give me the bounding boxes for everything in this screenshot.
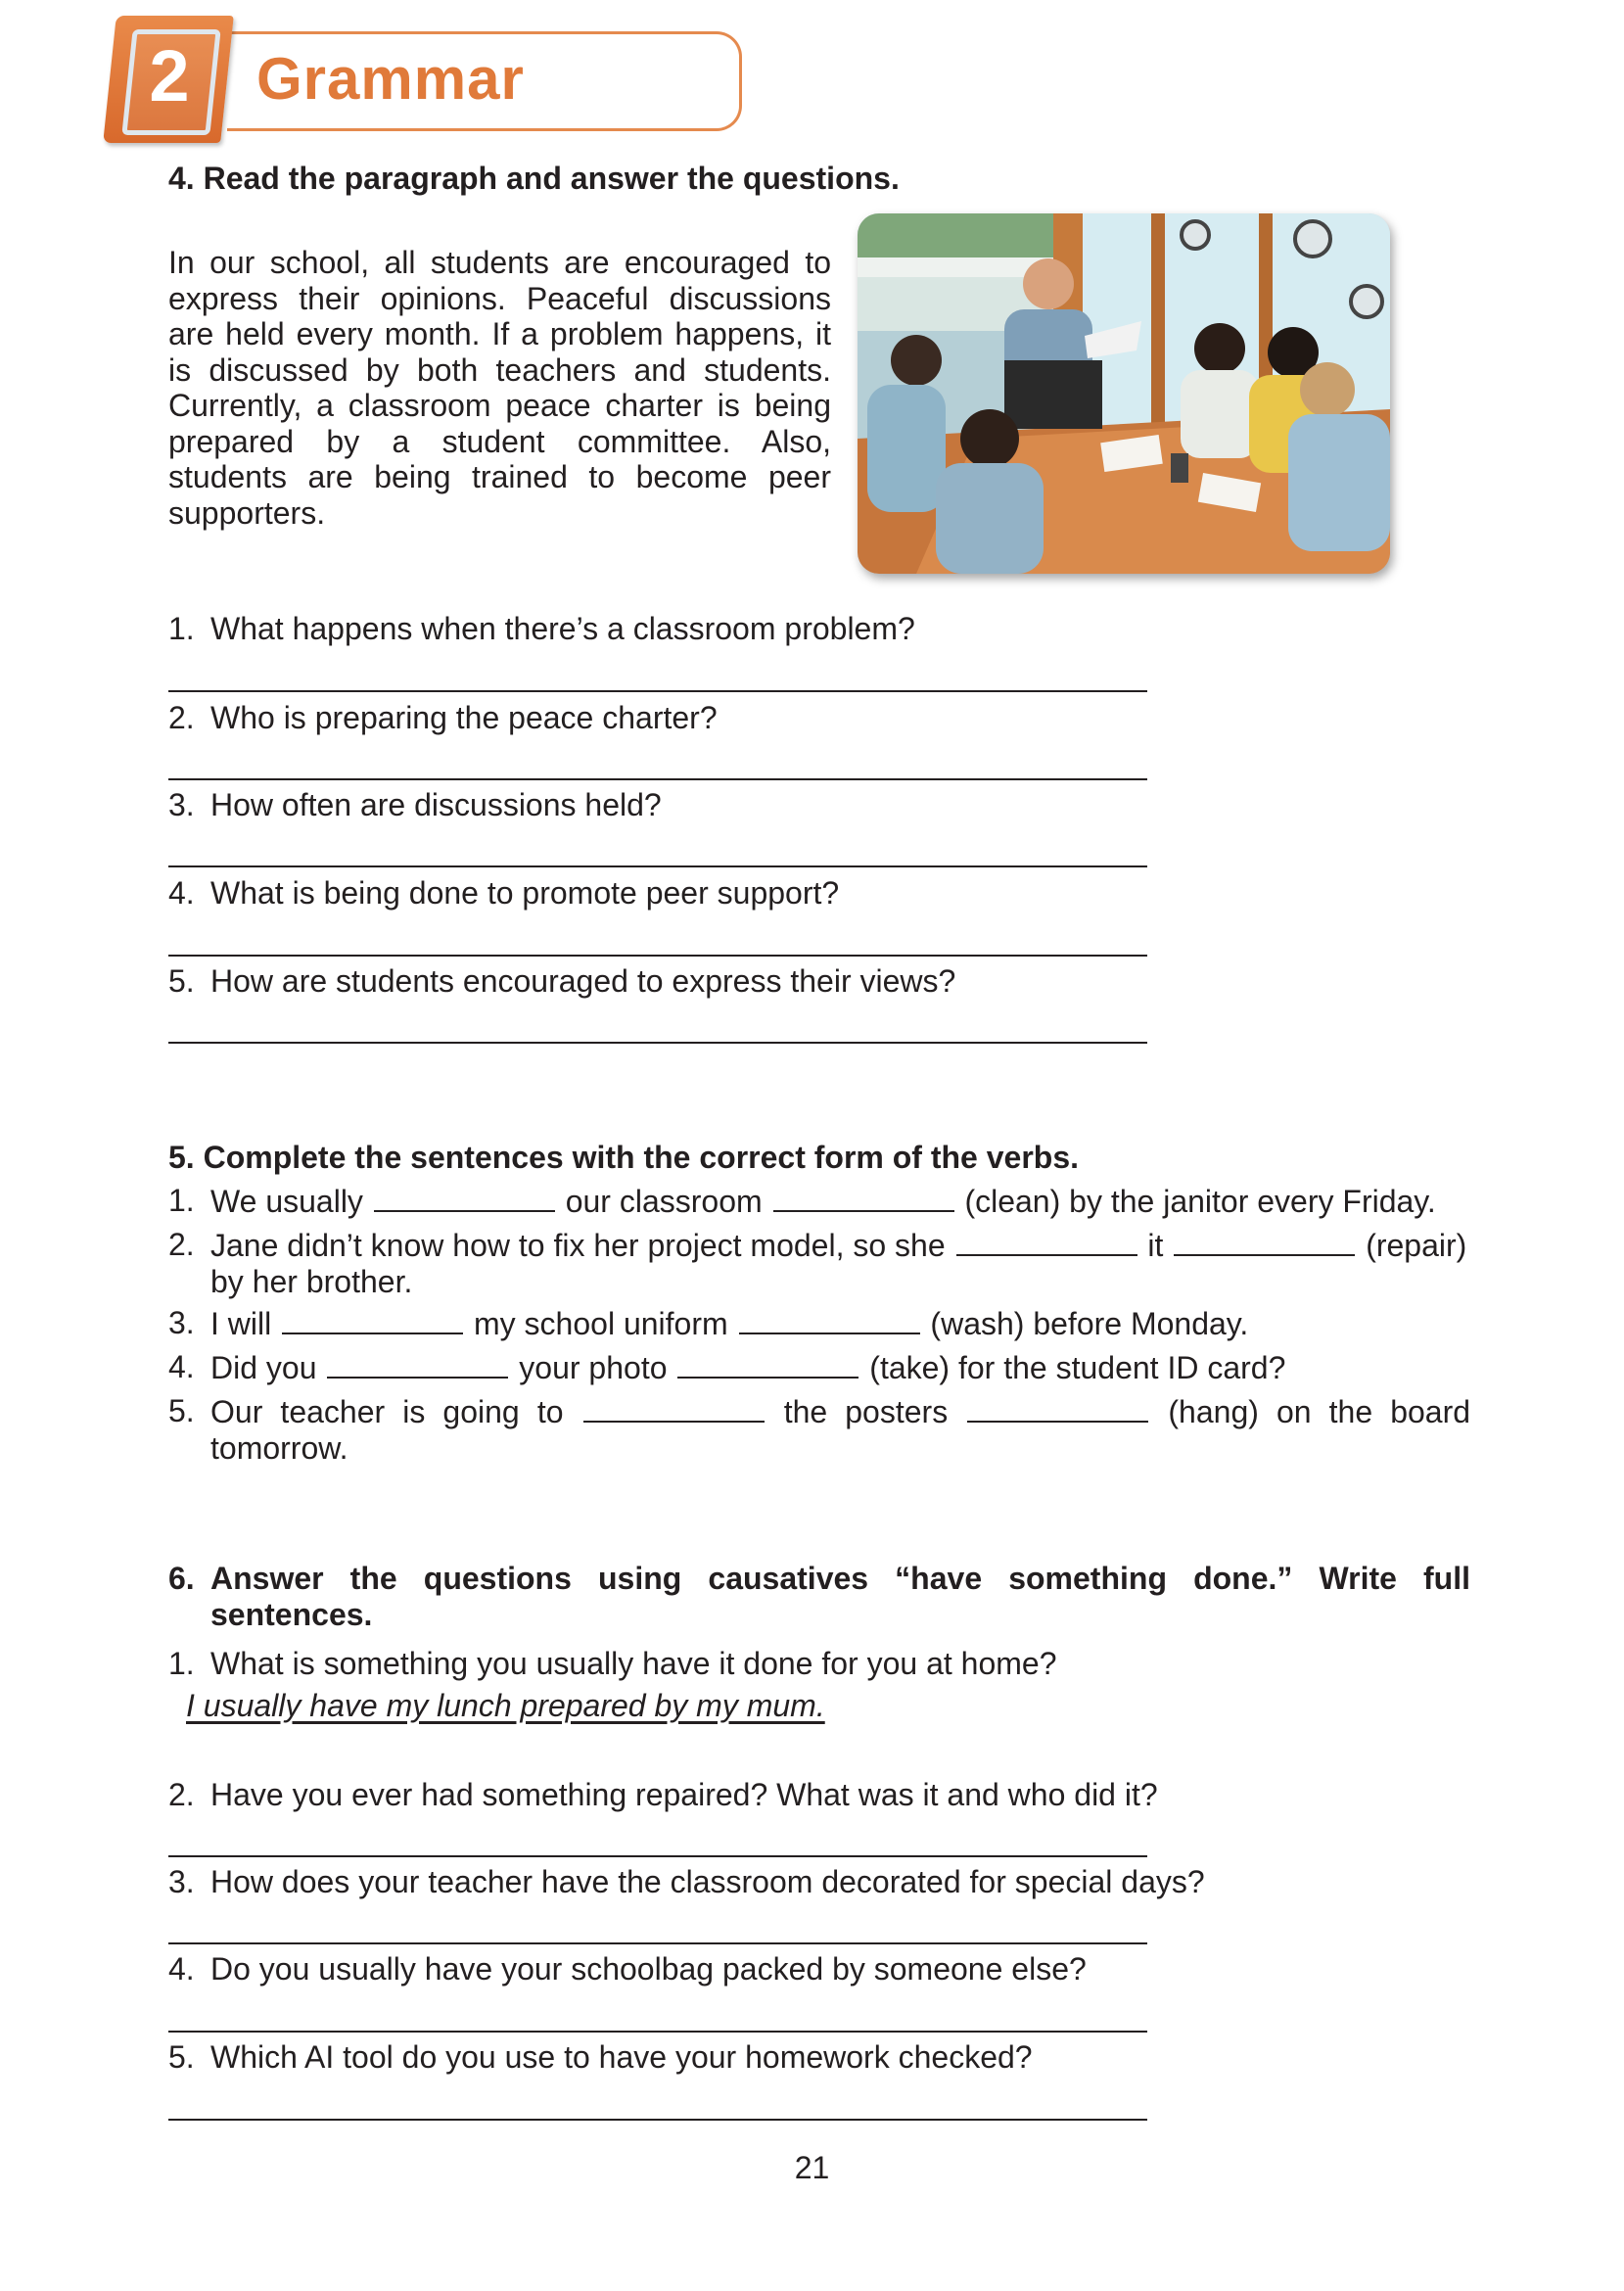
fill-blank[interactable] bbox=[282, 1305, 463, 1334]
exercise-4-question-2: 2. Who is preparing the peace charter? bbox=[168, 700, 718, 735]
fill-blank[interactable] bbox=[583, 1393, 765, 1423]
exercise-6-question-3: 3. How does your teacher have the classroom decorated for special days? bbox=[168, 1864, 1205, 1899]
exercise-5-sentence-4: 4. Did you your photo (take) for the student ID card? bbox=[168, 1349, 1286, 1385]
exercise-4-question-1: 1. What happens when there’s a classroom problem? bbox=[168, 611, 915, 646]
fill-blank[interactable] bbox=[956, 1227, 1137, 1256]
exercise-6-question-4: 4. Do you usually have your schoolbag packed by someone else? bbox=[168, 1951, 1087, 1987]
answer-line[interactable] bbox=[168, 690, 1147, 692]
page-number: 21 bbox=[794, 2150, 830, 2185]
fill-blank[interactable] bbox=[967, 1393, 1148, 1423]
fill-blank[interactable] bbox=[739, 1305, 920, 1334]
fill-blank[interactable] bbox=[677, 1349, 858, 1379]
answer-line[interactable] bbox=[168, 1942, 1147, 1944]
answer-line[interactable] bbox=[168, 1855, 1147, 1857]
exercise-5-instruction: 5. Complete the sentences with the correct form of the verbs. bbox=[168, 1140, 1079, 1175]
exercise-4-instruction: 4. Read the paragraph and answer the questions. bbox=[168, 161, 900, 196]
exercise-5-sentence-2: 2. Jane didn’t know how to fix her project model, so she it (repair) by her brother. bbox=[168, 1227, 1467, 1299]
reading-paragraph: In our school, all students are encouraged to express their opinions. Peaceful discussions are held every month. If a problem happens, it is discussed by both teachers and students. Currently, a classroom peace charter is being prepared by a student committee. Also, students are being trained to become peer supporters. bbox=[168, 245, 831, 531]
fill-blank[interactable] bbox=[773, 1183, 954, 1212]
answer-line[interactable] bbox=[168, 865, 1147, 867]
exercise-5-sentence-3: 3. I will my school uniform (wash) before Monday. bbox=[168, 1305, 1249, 1341]
exercise-6-question-1: 1. What is something you usually have it done for you at home? bbox=[168, 1646, 1057, 1681]
fill-blank[interactable] bbox=[374, 1183, 555, 1212]
exercise-4-question-3: 3. How often are discussions held? bbox=[168, 787, 662, 822]
exercise-5-sentence-5: 5. Our teacher is going to the posters (hang) on the board tomorrow. bbox=[168, 1393, 1471, 1466]
unit-title: Grammar bbox=[256, 46, 525, 112]
exercise-6-question-2: 2. Have you ever had something repaired? What was it and who did it? bbox=[168, 1777, 1158, 1812]
exercise-6-instruction: 6. Answer the questions using causatives “have something done.” Write full sentences. bbox=[168, 1561, 1470, 1632]
fill-blank[interactable] bbox=[327, 1349, 508, 1379]
answer-line[interactable] bbox=[168, 955, 1147, 957]
example-answer: I usually have my lunch prepared by my mum. bbox=[186, 1688, 825, 1723]
answer-line[interactable] bbox=[168, 2119, 1147, 2121]
answer-line[interactable] bbox=[168, 1042, 1147, 1044]
unit-number: 2 bbox=[149, 35, 190, 117]
answer-line[interactable] bbox=[168, 2031, 1147, 2033]
exercise-4-question-4: 4. What is being done to promote peer support? bbox=[168, 875, 840, 911]
fill-blank[interactable] bbox=[1174, 1227, 1355, 1256]
answer-line[interactable] bbox=[168, 778, 1147, 780]
exercise-5-sentence-1: 1. We usually our classroom (clean) by the janitor every Friday. bbox=[168, 1183, 1436, 1219]
exercise-6-question-5: 5. Which AI tool do you use to have your homework checked? bbox=[168, 2039, 1033, 2075]
exercise-4-question-5: 5. How are students encouraged to express their views? bbox=[168, 963, 956, 999]
classroom-discussion-photo bbox=[858, 213, 1390, 574]
